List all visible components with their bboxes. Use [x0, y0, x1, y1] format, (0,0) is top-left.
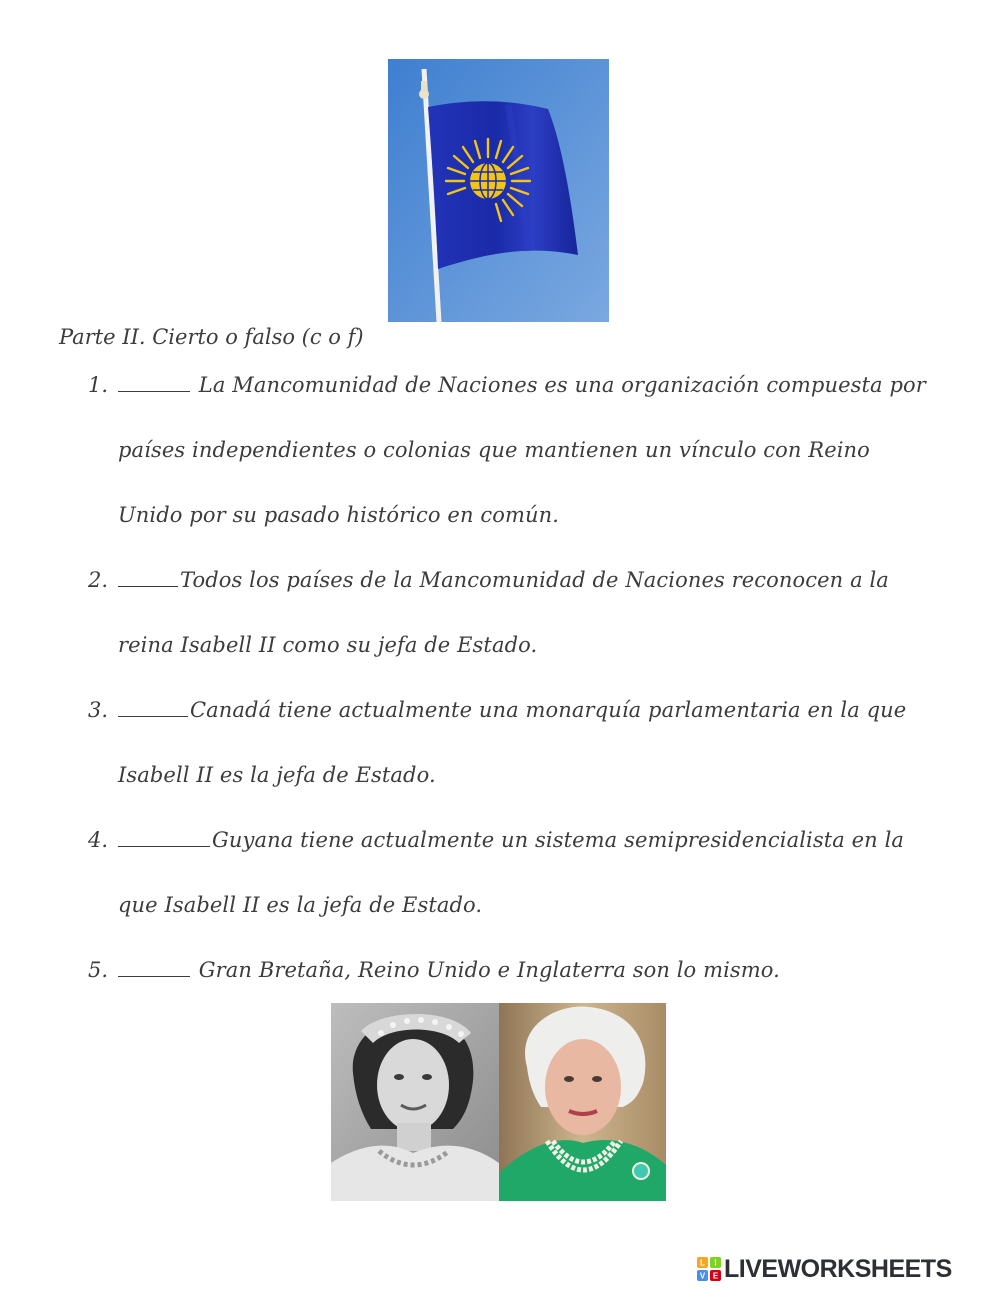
question-5-number: 5.: [88, 958, 109, 982]
svg-text:I: I: [714, 1258, 717, 1268]
question-2-line-1: Todos los países de la Mancomunidad de Naciones reconocen a la: [118, 565, 889, 595]
question-1-line-1: La Mancomunidad de Naciones es una organización compuesta por: [118, 370, 926, 400]
answer-blank-5[interactable]: [118, 956, 190, 977]
question-3-number: 3.: [88, 698, 109, 722]
svg-text:L: L: [700, 1258, 705, 1268]
question-3-line-2: Isabell II es la jefa de Estado.: [118, 763, 436, 787]
question-1-line-2: países independientes o colonias que mantienen un vínculo con Reino: [118, 438, 870, 462]
liveworksheets-logo-icon: [697, 1257, 721, 1281]
question-5-line-1: Gran Bretaña, Reino Unido e Inglaterra son lo mismo.: [118, 955, 780, 985]
question-4-number: 4.: [88, 828, 109, 852]
question-4-line-1: Guyana tiene actualmente un sistema semipresidencialista en la: [118, 825, 904, 855]
question-4-line-2: que Isabell II es la jefa de Estado.: [118, 893, 483, 917]
svg-text:E: E: [712, 1271, 719, 1281]
liveworksheets-logo-text: LIVEWORKSHEETS: [724, 1254, 952, 1283]
question-1-number: 1.: [88, 373, 109, 397]
svg-text:V: V: [699, 1271, 706, 1281]
section-heading: Parte II. Cierto o falso (c o f): [59, 325, 364, 349]
question-2-line-2: reina Isabell II como su jefa de Estado.: [118, 633, 538, 657]
question-2-number: 2.: [88, 568, 109, 592]
queen-portraits-image: [331, 1003, 666, 1201]
question-1-line-3: Unido por su pasado histórico en común.: [118, 503, 560, 527]
answer-blank-2[interactable]: [118, 566, 178, 587]
commonwealth-flag-image: [388, 59, 609, 322]
liveworksheets-logo: [697, 1254, 952, 1284]
answer-blank-4[interactable]: [118, 826, 210, 847]
answer-blank-3[interactable]: [118, 696, 188, 717]
answer-blank-1[interactable]: [118, 371, 190, 392]
question-3-line-1: Canadá tiene actualmente una monarquía parlamentaria en la que: [118, 695, 906, 725]
